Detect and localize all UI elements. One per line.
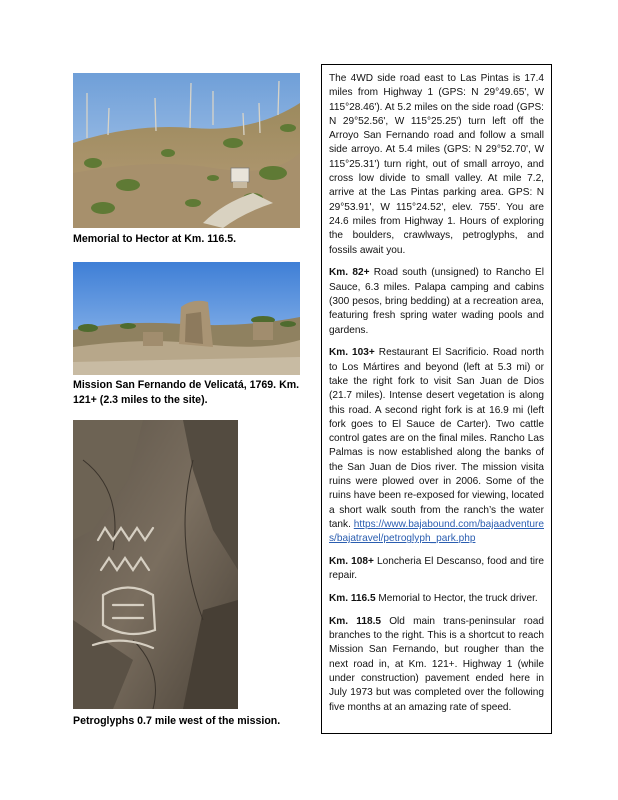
km-marker: Km. 118.5 (329, 615, 381, 627)
paragraph-km-118 (329, 615, 544, 715)
paragraph-text: Memorial to Hector, the truck driver. (375, 593, 538, 605)
km-marker: Km. 82+ (329, 267, 370, 279)
km-marker: Km. 116.5 (329, 593, 376, 605)
petroglyphs-photo (73, 420, 238, 709)
road-log-textbox (321, 64, 552, 734)
petroglyph-park-link[interactable]: https://www.bajabound.com/bajaadventures/bajatravel/petroglyph_park.php (329, 518, 544, 545)
paragraph-las-pintas (329, 72, 544, 258)
paragraph-text: Road south (unsigned) to Rancho El Sauce, 6.3 miles. Palapa camping and cabins (300 pesos, bring bedding) at a recreation area, featuring fresh spring water wading pools and gardens. (329, 267, 544, 336)
paragraph-km-103 (329, 346, 544, 546)
paragraph-km-108 (329, 555, 544, 584)
figure-caption-3: Petroglyphs 0.7 mile west of the mission. (73, 715, 281, 727)
km-marker: Km. 103+ (329, 347, 375, 359)
paragraph-text: The 4WD side road east to Las Pintas is 17.4 miles from Highway 1 (GPS: N 29°49.65', W 115°28.46'). At 5.2 miles on the side road (GPS: N 29°52.56', W 115°25.25') turn left off the Arroyo San Fernando road and follow a small side arroyo. At 5.4 miles (GPS: N 29°52.70', W 115°25.31') turn right, out of small arroyo, and cross low divide to small valley. At mile 7.2, arrive at the Las Pintas parking area. GPS: N 29°53.91', W 115°24.52', elev. 755'. You are 24.6 miles from Highway 1. Hours of exploring the boulders, crawlways, petroglyphs, and fossils await you. (329, 73, 544, 256)
mission-ruins-photo (73, 262, 300, 375)
memorial-photo (73, 73, 300, 228)
paragraph-text: Loncheria El Descanso, food and tire repair. (329, 556, 544, 582)
km-marker: Km. 108+ (329, 556, 374, 567)
figure-caption-1: Memorial to Hector at Km. 116.5. (73, 233, 237, 245)
paragraph-text: Restaurant El Sacrificio. Road north to Los Mártires and beyond (left at 5.3 mi) or take the right fork to visit San Juan de Dios (21.7 miles). Intense desert vegetation is along this road. A second right fork is at 16.9 mi (left fork goes to El Sauce de Carter). Two cattle control gates are on the final miles. Rancho Las Palmas is now established along the banks of the San Juan de Dios river. The mission visita ruins were plowed over in 2006. Some of the ruins have been re-exposed for viewing, located a short walk south from the ranch’s the water tank. (329, 347, 544, 530)
figure-caption-2: Mission San Fernando de Velicatá, 1769. Km. 121+ (2.3 miles to the site). (73, 379, 300, 406)
paragraph-km-116 (329, 592, 544, 606)
paragraph-km-82 (329, 266, 544, 337)
paragraph-text: Old main trans-peninsular road branches to the right. This is a shortcut to reach Mission San Fernando, but rougher than the next road in, at Km. 121+. Highway 1 (while under construction) pavement ended here in July 1973 but was completed over the following five months at an amazing rate of speed. (329, 615, 544, 713)
